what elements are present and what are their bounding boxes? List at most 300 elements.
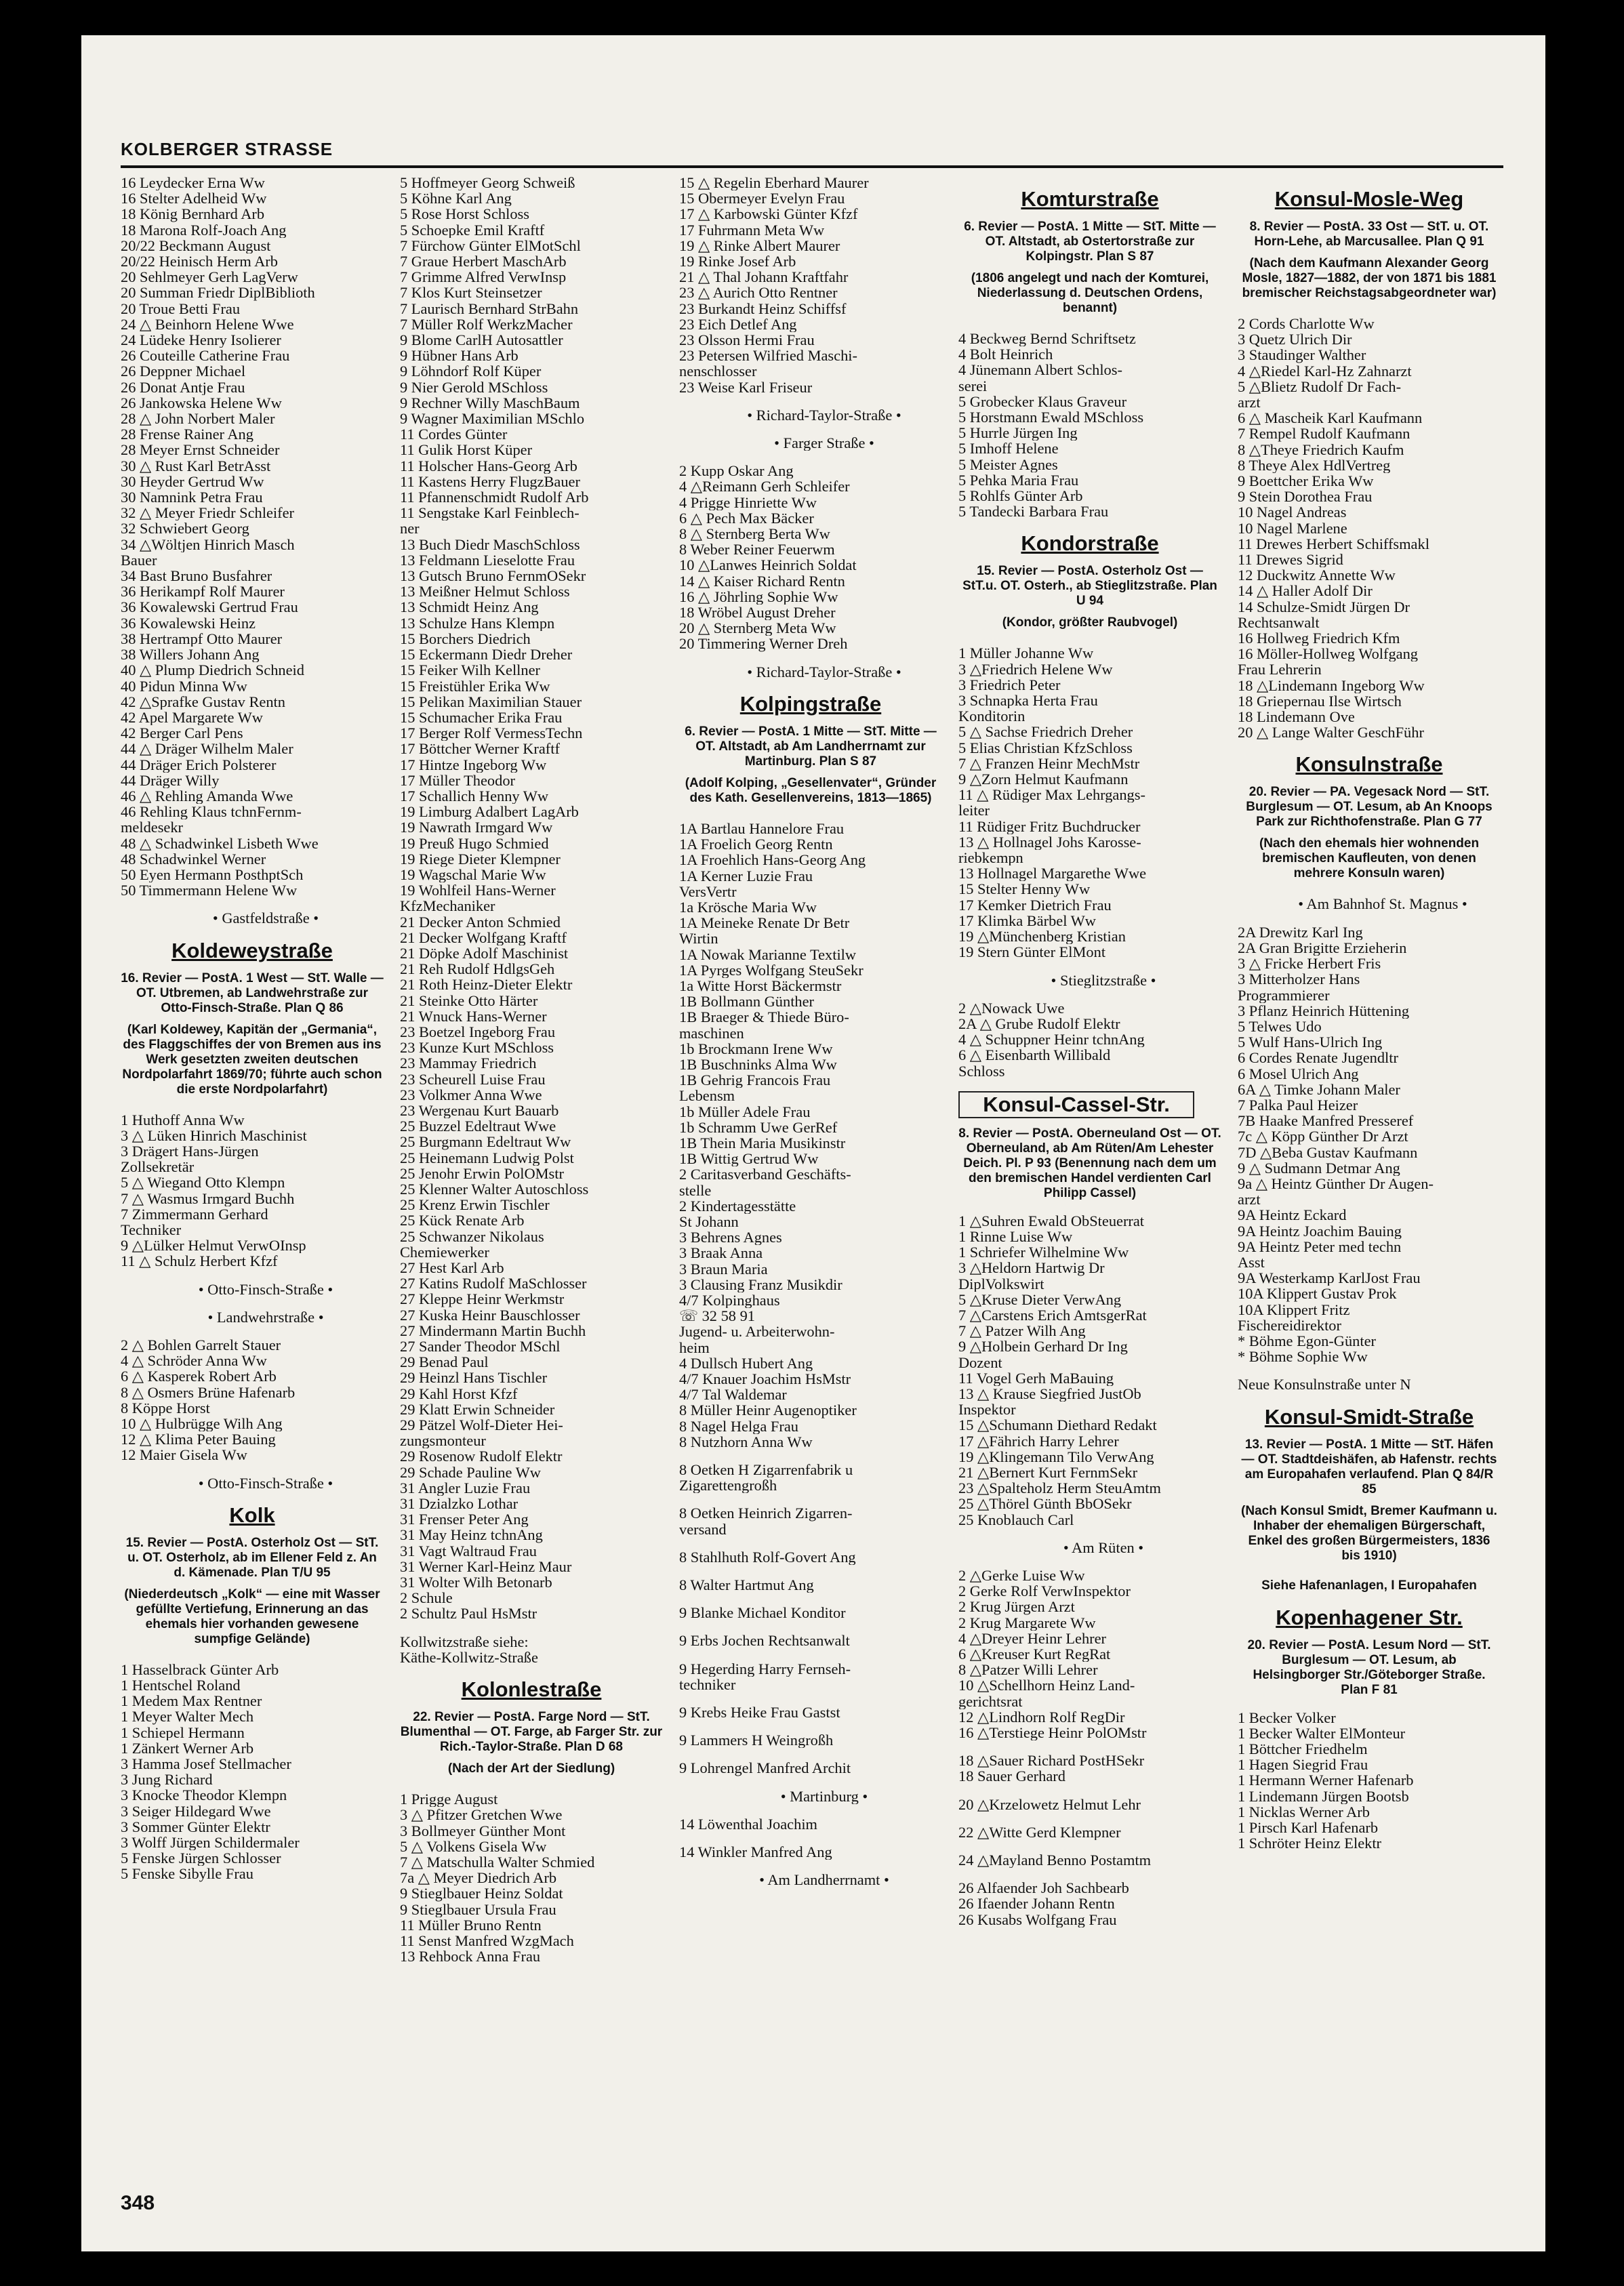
entry-line: 1B Wittig Gertrud Ww [679, 1151, 819, 1167]
entry-line: 25 Buzzel Edeltraut Wwe [400, 1118, 556, 1135]
entry-line: 20 Sehlmeyer Gerh LagVerw [121, 269, 298, 285]
street-note: (Nach der Art der Siedlung) [447, 1761, 615, 1776]
entry-line: 21 Döpke Adolf Maschinist [400, 945, 569, 962]
spacer [400, 1622, 663, 1634]
entry-line: 17 Böttcher Werner Kraftf [400, 741, 560, 757]
entry-line: 21 Reh Rudolf HdlgsGeh [400, 961, 555, 977]
entry-line: 6 △ Mascheik Karl Kaufmann [1238, 410, 1423, 426]
spacer [121, 1325, 384, 1337]
spacer [958, 1201, 1221, 1213]
entry-line: 3 Wolff Jürgen Schildermaler [121, 1835, 300, 1851]
street-note: (Niederdeutsch „Kolk“ — eine mit Wasser gefüllte Vertiefung, Erinnerung an das ehemals hier vorhanden gewesene sumpfige Gelände) [124, 1587, 380, 1646]
entry-line: 46 Rehling Klaus tchnFernm- [121, 804, 302, 820]
entry-line: 9A Westerkamp KarlJost Frau [1238, 1270, 1421, 1286]
street-info: 16. Revier — PostA. 1 West — StT. Walle — OT. Utbremen, ab Landwehrstraße zur Otto-Finsch-Straße. Plan Q 86 [121, 971, 384, 1015]
entry-line: 29 Benad Paul [400, 1354, 489, 1370]
entry-line: 4 Bolt Heinrich [958, 346, 1053, 363]
entry-line: 5 △ Sachse Friedrich Dreher [958, 724, 1133, 740]
entry-line: 16 △Terstiege Heinr PolOMstr [958, 1725, 1147, 1741]
entry-line: 13 Rehbock Anna Frau [400, 1948, 541, 1965]
entry-line: 11 Drewes Sigrid [1238, 552, 1343, 568]
entry-line: 21 Decker Anton Schmied [400, 914, 561, 930]
entry-line: 23 Kunze Kurt MSchloss [400, 1040, 554, 1056]
entry-line: 4/7 Knauer Joachim HsMstr [679, 1371, 851, 1387]
entry-line: 28 △ John Norbert Maler [121, 411, 275, 427]
entry-line: 23 Weise Karl Friseur [679, 379, 813, 395]
entry-line: 15 Stelter Henny Ww [958, 881, 1091, 897]
entry-line: 31 May Heinz tchnAng [400, 1527, 543, 1543]
entry-line: 8 △ Osmers Brüne Hafenarb [121, 1384, 296, 1400]
entry-line: 8 Köppe Horst [121, 1400, 210, 1416]
entry-line: 32 Schwiebert Georg [121, 521, 249, 537]
entry-line: 15 Obermeyer Evelyn Frau [679, 190, 845, 207]
street-heading: Komturstraße [1021, 187, 1159, 211]
street-heading: Kolonlestraße [461, 1677, 602, 1702]
entry-line: Schloss [958, 1063, 1005, 1079]
spacer [958, 1840, 1221, 1852]
entry-line: 9 Löhndorf Rolf Küper [400, 363, 542, 380]
entry-line: 1 Becker Volker [1238, 1709, 1336, 1726]
entry-line: 23 Mammay Friedrich [400, 1055, 537, 1071]
column-2 [400, 175, 663, 2174]
entry-line: 19 Wohlfeil Hans-Werner [400, 882, 556, 899]
entry-line: 8 Oetken Heinrich Zigarren- [679, 1505, 853, 1522]
spacer [958, 960, 1221, 973]
entry-line: 16 Stelter Adelheid Ww [121, 190, 267, 207]
entry-line: 5 Meister Agnes [958, 456, 1058, 472]
entry-line: 12 Maier Gisela Ww [121, 1447, 247, 1463]
cross-street: • Richard-Taylor-Straße • [747, 407, 901, 424]
entry-line: 31 Werner Karl-Heinz Maur [400, 1558, 572, 1575]
cross-street: • Am Landherrnamt • [759, 1872, 889, 1888]
entry-line: 7 △ Matschulla Walter Schmied [400, 1854, 595, 1871]
entry-line: 3 Jung Richard [121, 1772, 213, 1788]
entry-line: 31 Frenser Peter Ang [400, 1511, 529, 1528]
entry-line: 9a △ Heintz Günther Dr Augen- [1238, 1175, 1434, 1192]
entry-line: 4 Dullsch Hubert Ang [679, 1355, 813, 1371]
spacer [679, 1860, 942, 1872]
entry-line: 1A Nowak Marianne Textilw [679, 946, 857, 962]
entry-line: Zigarettengroßh [679, 1477, 777, 1494]
entry-line: 11 Kastens Herry FlugzBauer [400, 473, 580, 490]
entry-line: * Böhme Egon-Günter [1238, 1332, 1376, 1349]
street-info: 20. Revier — PA. Vegesack Nord — StT. Burglesum — OT. Lesum, ab An Knoops Park zur Richthofenstraße. Plan G 77 [1246, 785, 1493, 830]
entry-line: 9 Blome CarlH Autosattler [400, 332, 563, 348]
entry-line: 6 △ Pech Max Bäcker [679, 510, 814, 527]
entry-line: 5 △Blietz Rudolf Dr Fach- [1238, 378, 1402, 395]
entry-line: 3 △Friedrich Helene Ww [958, 661, 1113, 677]
entry-line: 2A Drewitz Karl Ing [1238, 924, 1363, 940]
entry-line: St Johann [679, 1213, 739, 1230]
entry-line: 10 △Lanwes Heinrich Soldat [679, 557, 857, 573]
entry-line: 13 △ Krause Siegfried JustOb [958, 1385, 1141, 1402]
entry-line: 3 Behrens Agnes [679, 1229, 782, 1246]
entry-line: 23 Boetzel Ingeborg Frau [400, 1023, 556, 1040]
entry-line: 20 △ Sternberg Meta Ww [679, 620, 836, 636]
entry-line: Rechtsanwalt [1238, 614, 1320, 631]
street-info: 20. Revier — PostA. Lesum Nord — StT. Burglesum — OT. Lesum, ab Helsingborger Str./Göteborger Straße. Plan F 81 [1247, 1637, 1491, 1697]
column-4 [958, 175, 1221, 2174]
entry-line: 5 △ Wiegand Otto Klempn [121, 1175, 285, 1191]
entry-line: 16 Leydecker Erna Ww [121, 175, 265, 191]
entry-line: 1 Hermann Werner Hafenarb [1238, 1772, 1414, 1789]
entry-line: 15 Pelikan Maximilian Stauer [400, 693, 582, 710]
spacer [679, 1748, 942, 1760]
entry-line: Zollsekretär [121, 1159, 195, 1175]
entry-line: 12 △ Klima Peter Bauing [121, 1431, 276, 1448]
entry-line: 7B Haake Manfred Presseref [1238, 1113, 1414, 1129]
entry-line: 9 △Holbein Gerhard Dr Ing [958, 1339, 1128, 1355]
entry-line: 9 △ Sudmann Detmar Ang [1238, 1160, 1400, 1176]
entry-line: heim [679, 1339, 710, 1355]
entry-line: 42 △Sprafke Gustav Rentn [121, 693, 285, 710]
cross-street: • Stieglitzstraße • [1051, 972, 1156, 988]
entry-line: Konditorin [958, 708, 1026, 724]
entry-line: 14 △ Kaiser Richard Rentn [679, 573, 845, 589]
spacer [679, 1804, 942, 1816]
entry-line: 8 Oetken H Zigarrenfabrik u [679, 1462, 853, 1478]
entry-line: 4 △ Schuppner Heinr tchnAng [958, 1032, 1145, 1048]
entry-line: Kollwitzstraße siehe: [400, 1633, 529, 1650]
entry-line: 5 △ Volkens Gisela Ww [400, 1838, 547, 1854]
street-info: 22. Revier — PostA. Farge Nord — StT. Blumenthal — OT. Farge, ab Farger Str. zur Rich.-Taylor-Straße. Plan D 68 [400, 1710, 663, 1755]
entry-line: DiplVolkswirt [958, 1275, 1044, 1292]
entry-line: 11 Senst Manfred WzgMach [400, 1932, 574, 1949]
spacer [679, 1537, 942, 1549]
street-note: (Karl Koldewey, Kapitän der „Germania“, des Flaggschiffes der von Bremen aus ins Werk gesetzten zweiten deutschen Nordpolarfahrt 1869/70; führte auch schon die erste Nordpolarfahrt) [122, 1022, 382, 1097]
entry-line: 23 Volkmer Anna Wwe [400, 1086, 542, 1103]
entry-line: 20 △Krzelowetz Helmut Lehr [958, 1796, 1141, 1812]
entry-line: 3 △Heldorn Hartwig Dr [958, 1260, 1105, 1276]
spacer [679, 1649, 942, 1661]
street-info: 15. Revier — PostA. Osterholz Ost — StT.u. OT. Osterh., ab Stieglitzstraße. Plan U 94 [962, 564, 1217, 609]
street-info: 8. Revier — PostA. Oberneuland Ost — OT. Oberneuland, ab Am Rüten/Am Lehester Deich. Pl. P 93 (Benennung nach dem um den bremischen Handel verdienten Carl Philipp Cassel) [958, 1126, 1221, 1200]
entry-line: zungsmonteur [400, 1433, 486, 1449]
entry-line: 8 △Patzer Willi Lehrer [958, 1662, 1098, 1678]
entry-line: 8 Müller Heinr Augenoptiker [679, 1402, 857, 1418]
entry-line: 1 Müller Johanne Ww [958, 645, 1094, 661]
entry-line: 14 Schulze-Smidt Jürgen Dr [1238, 598, 1410, 615]
entry-line: 8 Nagel Helga Frau [679, 1418, 798, 1434]
cross-street: • Landwehrstraße • [207, 1309, 324, 1325]
entry-line: Bauer [121, 552, 157, 569]
entry-line: 25 △Thörel Günth BbOSekr [958, 1496, 1132, 1512]
street-note: (Nach Konsul Smidt, Bremer Kaufmann u. Inhaber der ehemaligen Bürgerschaft, Enkel des großen Bürgermeisters, 1836 bis 1910) [1241, 1503, 1497, 1563]
spacer [121, 898, 384, 910]
entry-line: 2 Schultz Paul HsMstr [400, 1606, 537, 1622]
entry-line: 8 △ Sternberg Berta Ww [679, 526, 830, 542]
entry-line: 9 Erbs Jochen Rechtsanwalt [679, 1633, 850, 1649]
entry-line: 2 △Nowack Uwe [958, 1000, 1065, 1016]
entry-line: 14 Winkler Manfred Ang [679, 1844, 832, 1860]
entry-line: 4/7 Kolpinghaus [679, 1292, 780, 1309]
entry-line: techniker [679, 1676, 736, 1693]
entry-line: 25 Kück Renate Arb [400, 1212, 525, 1229]
spacer [679, 1776, 942, 1789]
entry-line: 17 Klimka Bärbel Ww [958, 912, 1096, 929]
entry-line: 15 Feiker Wilh Kellner [400, 662, 540, 678]
entry-line: 7a △ Meyer Diedrich Arb [400, 1870, 557, 1886]
entry-line: 8 Theye Alex HdlVertreg [1238, 457, 1391, 474]
entry-line: 7D △Beba Gustav Kaufmann [1238, 1144, 1418, 1160]
entry-line: 4 Beckweg Bernd Schriftsetz [958, 331, 1136, 347]
entry-line: 8 △Theye Friedrich Kaufm [1238, 441, 1404, 457]
entry-line: 2 Krug Jürgen Arzt [958, 1599, 1075, 1615]
entry-line: 9A Heintz Peter med techn [1238, 1238, 1402, 1254]
entry-line: 26 Couteille Catherine Frau [121, 348, 290, 364]
column-3 [679, 175, 942, 2174]
cross-street: • Otto-Finsch-Straße • [198, 1281, 333, 1297]
entry-line: 7c △ Köpp Günther Dr Arzt [1238, 1128, 1408, 1145]
entry-line: 13 Gutsch Bruno FernmOSekr [400, 568, 586, 584]
entry-line: 4 △Riedel Karl-Hz Zahnarzt [1238, 363, 1412, 379]
entry-line: 36 Kowalewski Heinz [121, 615, 256, 631]
entry-line: 9 Blanke Michael Konditor [679, 1605, 846, 1621]
entry-line: 23 Petersen Wilfried Maschi- [679, 348, 857, 364]
entry-line: 44 △ Dräger Wilhelm Maler [121, 741, 293, 757]
entry-line: 23 Wergenau Kurt Bauarb [400, 1102, 559, 1119]
entry-line: 27 Hest Karl Arb [400, 1260, 504, 1276]
entry-line: 26 Kusabs Wolfgang Frau [958, 1911, 1117, 1927]
entry-line: 2 Kupp Oskar Ang [679, 463, 794, 479]
entry-line: 1 Schriefer Wilhelmine Ww [958, 1244, 1129, 1261]
entry-line: 1 Zänkert Werner Arb [121, 1740, 254, 1757]
entry-line: 10 △Schellhorn Heinz Land- [958, 1677, 1135, 1694]
entry-line: 9 Stieglbauer Heinz Soldat [400, 1885, 563, 1902]
entry-line: Lebensm [679, 1088, 735, 1104]
entry-line: 13 Feldmann Lieselotte Frau [400, 552, 575, 569]
entry-line: 26 Deppner Michael [121, 363, 246, 380]
entry-line: 36 Kowalewski Gertrud Frau [121, 599, 298, 615]
column-5 [1238, 175, 1501, 2174]
entry-line: 1 Nicklas Werner Arb [1238, 1803, 1370, 1820]
entry-line: 1B Thein Maria Musikinstr [679, 1135, 846, 1151]
entry-line: 5 Telwes Udo [1238, 1018, 1322, 1035]
entry-line: 42 Berger Carl Pens [121, 725, 243, 741]
directory-page [81, 35, 1545, 2251]
entry-line: 7 Rempel Rudolf Kaufmann [1238, 426, 1410, 442]
entry-line: 4 △Dreyer Heinr Lehrer [958, 1630, 1107, 1646]
entry-line: leiter [958, 802, 990, 819]
street-heading: Kolpingstraße [739, 691, 882, 716]
entry-line: 5 Fenske Jürgen Schlosser [121, 1850, 281, 1866]
entry-line: arzt [1238, 1191, 1261, 1208]
entry-line: 7 Graue Herbert MaschArb [400, 253, 567, 270]
entry-line: Jugend- u. Arbeiterwohn- [679, 1324, 835, 1340]
entry-line: 9 Hübner Hans Arb [400, 348, 519, 364]
entry-line: 13 Meißner Helmut Schloss [400, 584, 570, 600]
entry-line: 10 △ Hulbrügge Wilh Ang [121, 1416, 283, 1432]
entry-line: 22 △Witte Gerd Klempner [958, 1824, 1121, 1841]
entry-line: 5 Hurrle Jürgen Ing [958, 425, 1078, 441]
entry-line: 10A Klippert Gustav Prok [1238, 1286, 1397, 1302]
entry-line: 27 Katins Rudolf MaSchlosser [400, 1275, 587, 1292]
street-heading: Konsulnstraße [1295, 752, 1443, 777]
entry-line: 16 Möller-Hollweg Wolfgang [1238, 646, 1418, 662]
spacer [958, 1528, 1221, 1540]
street-heading: Kondorstraße [1021, 531, 1159, 556]
entry-line: 29 Heinzl Hans Tischler [400, 1370, 548, 1386]
entry-line: 2 Caritasverband Geschäfts- [679, 1166, 851, 1183]
entry-line: 2 Kindertagesstätte [679, 1198, 796, 1214]
entry-line: 25 Knoblauch Carl [958, 1511, 1074, 1528]
entry-line: 34 △Wöltjen Hinrich Masch [121, 536, 295, 552]
entry-line: 1 Pirsch Karl Hafenarb [1238, 1820, 1379, 1836]
entry-line: 1 Hasselbrack Günter Arb [121, 1661, 279, 1678]
cross-street: • Am Bahnhof St. Magnus • [1298, 896, 1467, 912]
entry-line: 1A Froehlich Hans-Georg Ang [679, 852, 866, 868]
running-head: KOLBERGER STRASSE [121, 136, 1503, 168]
entry-line: 1 Hentschel Roland [121, 1677, 241, 1694]
entry-line: 26 Ifaender Johann Rentn [958, 1896, 1115, 1912]
entry-line: 1 △Suhren Ewald ObSteuerrat [958, 1212, 1145, 1229]
entry-line: 3 △ Fricke Herbert Fris [1238, 956, 1381, 972]
entry-line: 5 Hoffmeyer Georg Schweiß [400, 175, 575, 191]
entry-line: 48 Schadwinkel Werner [121, 851, 266, 867]
entry-line: 1B Bollmann Günther [679, 994, 815, 1010]
spacer [679, 1620, 942, 1633]
entry-line: 38 Willers Johann Ang [121, 647, 260, 663]
entry-line: VersVertr [679, 883, 737, 899]
street-info: 6. Revier — PostA. 1 Mitte — StT. Mitte — OT. Altstadt, ab Ostertorstraße zur Kolpingstr. Plan S 87 [964, 220, 1216, 264]
entry-line: 3 Braun Maria [679, 1261, 768, 1277]
entry-line: 19 △Münchenberg Kristian [958, 928, 1126, 945]
entry-line: 9 Boettcher Erika Ww [1238, 473, 1374, 489]
entry-line: 20 Troue Betti Frau [121, 300, 241, 317]
entry-line: 27 Sander Theodor MSchl [400, 1339, 561, 1355]
entry-line: 11 Vogel Gerh MaBauing [958, 1370, 1114, 1386]
entry-line: 7 Palka Paul Heizer [1238, 1097, 1358, 1114]
entry-line: 46 △ Rehling Amanda Wwe [121, 788, 293, 804]
entry-line: Programmierer [1238, 987, 1330, 1003]
spacer [121, 1463, 384, 1475]
street-info: Siehe Hafenanlagen, I Europahafen [1261, 1578, 1477, 1593]
entry-line: 24 Lüdeke Henry Isolierer [121, 332, 281, 348]
street-note: (1806 angelegt und nach der Komturei, Niederlassung d. Deutschen Ordens, benannt) [971, 271, 1209, 315]
entry-line: 10 Nagel Andreas [1238, 504, 1347, 521]
street-note: (Kondor, größter Raubvogel) [1002, 615, 1178, 630]
entry-line: 5 Köhne Karl Ang [400, 190, 512, 207]
entry-line: * Böhme Sophie Ww [1238, 1349, 1368, 1365]
entry-line: 8 Nutzhorn Anna Ww [679, 1433, 813, 1450]
entry-line: 19 Stern Günter ElMont [958, 944, 1106, 960]
entry-line: Neue Konsulnstraße unter N [1238, 1376, 1411, 1393]
entry-line: meldesekr [121, 819, 184, 836]
entry-line: 11 Drewes Herbert Schiffsmakl [1238, 535, 1429, 552]
entry-line: 17 △ Karbowski Günter Kfzf [679, 206, 858, 222]
entry-line: 1B Buschninks Alma Ww [679, 1056, 837, 1073]
entry-line: 12 △Lindhorn Rolf RegDir [958, 1709, 1125, 1726]
entry-line: 10 Nagel Marlene [1238, 520, 1347, 536]
column-1 [121, 175, 384, 2174]
entry-line: 18 Wröbel August Dreher [679, 605, 836, 621]
entry-line: 24 △Mayland Benno Postamtm [958, 1852, 1152, 1869]
spacer [679, 1832, 942, 1844]
entry-line: 11 Gulik Horst Küper [400, 442, 533, 458]
entry-line: 13 △ Hollnagel Johs Karosse- [958, 834, 1141, 851]
entry-line: 15 Freistühler Erika Ww [400, 678, 550, 694]
entry-line: 20/22 Beckmann August [121, 237, 271, 254]
columns [121, 175, 1503, 2174]
entry-line: 5 Imhoff Helene [958, 441, 1059, 457]
street-info: 13. Revier — PostA. 1 Mitte — StT. Häfen — OT. Stadtdeishäfen, ab Hafenstr. rechts am Europahafen verlaufend. Plan Q 84/R 85 [1241, 1437, 1497, 1496]
street-info: 15. Revier — PostA. Osterholz Ost — StT. u. OT. Osterholz, ab im Ellener Feld z. An d. Kämenade. Plan T/U 95 [125, 1535, 379, 1580]
entry-line: KfzMechaniker [400, 898, 495, 914]
entry-line: 3 Bollmeyer Günther Mont [400, 1822, 566, 1839]
entry-line: 1 Medem Max Rentner [121, 1693, 262, 1709]
cross-street: • Otto-Finsch-Straße • [198, 1475, 333, 1491]
entry-line: 5 Schoepke Emil Kraftf [400, 222, 545, 238]
entry-line: 5 Pehka Maria Frau [958, 472, 1079, 489]
entry-line: 1 Lindemann Jürgen Bootsb [1238, 1788, 1409, 1804]
entry-line: 2A △ Grube Rudolf Elektr [958, 1015, 1120, 1032]
entry-line: 19 Nawrath Irmgard Ww [400, 819, 553, 836]
entry-line: 26 Jankowska Helene Ww [121, 394, 282, 411]
entry-line: serei [958, 377, 988, 394]
entry-line: 11 Müller Bruno Rentn [400, 1917, 542, 1933]
entry-line: 19 △ Rinke Albert Maurer [679, 237, 840, 254]
entry-line: 17 Müller Theodor [400, 772, 515, 788]
entry-line: 16 Hollweg Friedrich Kfm [1238, 630, 1400, 647]
entry-line: 29 Klatt Erwin Schneider [400, 1401, 555, 1418]
entry-line: 30 Heyder Gertrud Ww [121, 473, 264, 490]
entry-line: 6 △ Eisenbarth Willibald [958, 1047, 1111, 1063]
entry-line: 13 Buch Diedr MaschSchloss [400, 536, 580, 552]
entry-line: 23 Burkandt Heinz Schiffsf [679, 300, 847, 317]
entry-line: 31 Vagt Waltraud Frau [400, 1543, 537, 1559]
entry-line: 6 Cordes Renate Jugendltr [1238, 1050, 1398, 1066]
entry-line: 40 Pidun Minna Ww [121, 678, 247, 694]
entry-line: 9A Heintz Joachim Bauing [1238, 1223, 1402, 1239]
spacer [679, 1565, 942, 1577]
entry-line: 5 Fenske Sibylle Frau [121, 1866, 253, 1882]
entry-line: 7 △ Franzen Heinr MechMstr [958, 755, 1140, 772]
entry-line: ☏ 32 58 91 [679, 1308, 755, 1324]
spacer [679, 451, 942, 463]
entry-line: 17 Fuhrmann Meta Ww [679, 222, 825, 238]
entry-line: 14 △ Haller Adolf Dir [1238, 583, 1373, 599]
entry-line: 18 König Bernhard Arb [121, 206, 265, 222]
cross-street: • Martinburg • [780, 1788, 868, 1804]
cross-street: • Gastfeldstraße • [212, 910, 319, 926]
entry-line: 3 Braak Anna [679, 1245, 763, 1261]
entry-line: 3 Clausing Franz Musikdir [679, 1276, 843, 1292]
entry-line: 15 △Schumann Diethard Redakt [958, 1417, 1157, 1433]
spacer [1238, 1364, 1501, 1376]
entry-line: 29 Pätzel Wolf-Dieter Hei- [400, 1417, 563, 1433]
spacer [958, 1555, 1221, 1568]
entry-line: 1B Braeger & Thiede Büro- [679, 1009, 849, 1025]
entry-line: 21 △Bernert Kurt FernmSekr [958, 1464, 1138, 1481]
entry-line: 28 Meyer Ernst Schneider [121, 442, 280, 458]
entry-line: 3 Knocke Theodor Klempn [121, 1787, 287, 1803]
entry-line: 7 △Carstens Erich AmtsgerRat [958, 1307, 1147, 1324]
entry-line: 9 △Lülker Helmut VerwOInsp [121, 1238, 306, 1254]
entry-line: 23 △Spalteholz Herm SteuAmtm [958, 1480, 1161, 1496]
entry-line: 4 △Reimann Gerh Schleifer [679, 478, 850, 495]
entry-line: 20 △ Lange Walter GeschFühr [1238, 724, 1424, 741]
entry-line: 3 Pflanz Heinrich Hüttening [1238, 1002, 1410, 1019]
entry-line: 2 Schule [400, 1590, 453, 1606]
entry-line: 7 Laurisch Bernhard StrBahn [400, 300, 579, 317]
street-note: (Nach den ehemals hier wohnenden bremischen Kaufleuten, von denen mehrere Konsuln waren) [1259, 836, 1480, 881]
entry-line: 1 Böttcher Friedhelm [1238, 1740, 1368, 1757]
entry-line: 9A Heintz Eckard [1238, 1207, 1347, 1223]
entry-line: 1A Meineke Renate Dr Betr [679, 915, 850, 931]
entry-line: 1 Schröter Heinz Elektr [1238, 1835, 1382, 1852]
entry-line: Inspektor [958, 1402, 1016, 1418]
entry-line: 42 Apel Margarete Ww [121, 709, 263, 726]
